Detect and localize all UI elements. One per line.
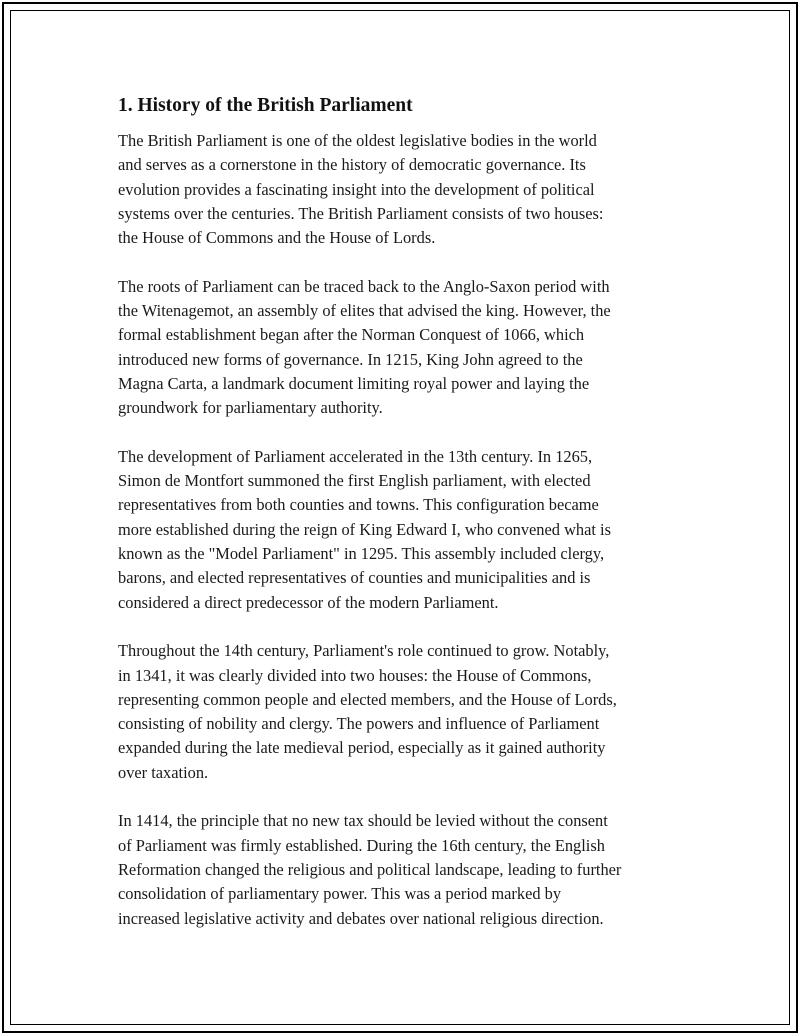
paragraph-13th-century bbox=[118, 445, 693, 615]
paragraph-line: The roots of Parliament can be traced back to the Anglo-Saxon period with bbox=[118, 276, 610, 296]
paragraph-line: systems over the centuries. The British Parliament consists of two houses: bbox=[118, 203, 604, 223]
paragraph-line: over taxation. bbox=[118, 762, 209, 782]
paragraph-line: the House of Commons and the House of Lords. bbox=[118, 228, 436, 248]
paragraph-line: Throughout the 14th century, Parliament's role continued to grow. Notably, bbox=[118, 641, 610, 661]
paragraph-14th-century bbox=[118, 639, 693, 785]
paragraph-line: In 1414, the principle that no new tax should be levied without the consent bbox=[118, 811, 608, 831]
paragraph-line: expanded during the late medieval period, especially as it gained authority bbox=[118, 738, 606, 758]
paragraph-line: of Parliament was firmly established. During the 16th century, the English bbox=[118, 835, 605, 855]
paragraph-line: representatives from both counties and towns. This configuration became bbox=[118, 495, 599, 515]
paragraph-line: formal establishment began after the Norman Conquest of 1066, which bbox=[118, 325, 585, 345]
paragraph-line: The development of Parliament accelerated in the 13th century. In 1265, bbox=[118, 446, 593, 466]
paragraph-line: Reformation changed the religious and political landscape, leading to further bbox=[118, 859, 622, 879]
paragraph-line: representing common people and elected members, and the House of Lords, bbox=[118, 689, 617, 709]
paragraph-line: and serves as a cornerstone in the history of democratic governance. Its bbox=[118, 155, 586, 175]
paragraph-line: Simon de Montfort summoned the first English parliament, with elected bbox=[118, 471, 591, 491]
paragraph-line: groundwork for parliamentary authority. bbox=[118, 398, 383, 418]
paragraph-line: considered a direct predecessor of the modern Parliament. bbox=[118, 592, 499, 612]
paragraph-line: The British Parliament is one of the oldest legislative bodies in the world bbox=[118, 131, 597, 150]
paragraph-line: Magna Carta, a landmark document limiting royal power and laying the bbox=[118, 373, 590, 393]
paragraph-line: the Witenagemot, an assembly of elites that advised the king. However, the bbox=[118, 301, 611, 321]
paragraph-line: increased legislative activity and debates over national religious direction. bbox=[118, 908, 604, 928]
paragraph-line: consisting of nobility and clergy. The powers and influence of Parliament bbox=[118, 714, 600, 734]
paragraph-line: introduced new forms of governance. In 1215, King John agreed to the bbox=[118, 349, 583, 369]
paragraph-roots bbox=[118, 275, 693, 421]
paragraph-line: consolidation of parliamentary power. This was a period marked by bbox=[118, 884, 562, 904]
paragraph-line: known as the "Model Parliament" in 1295. This assembly included clergy, bbox=[118, 544, 605, 564]
paragraph-line: more established during the reign of King Edward I, who convened what is bbox=[118, 519, 611, 539]
paragraph-line: evolution provides a fascinating insight into the development of political bbox=[118, 179, 595, 199]
section-title: 1. History of the British Parliament bbox=[118, 95, 413, 116]
paragraph-introduction bbox=[118, 129, 693, 250]
document-body bbox=[118, 94, 693, 955]
paragraph-line: barons, and elected representatives of counties and municipalities and is bbox=[118, 568, 591, 588]
paragraph-taxation-reformation bbox=[118, 809, 693, 930]
paragraph-line: in 1341, it was clearly divided into two houses: the House of Commons, bbox=[118, 665, 592, 685]
